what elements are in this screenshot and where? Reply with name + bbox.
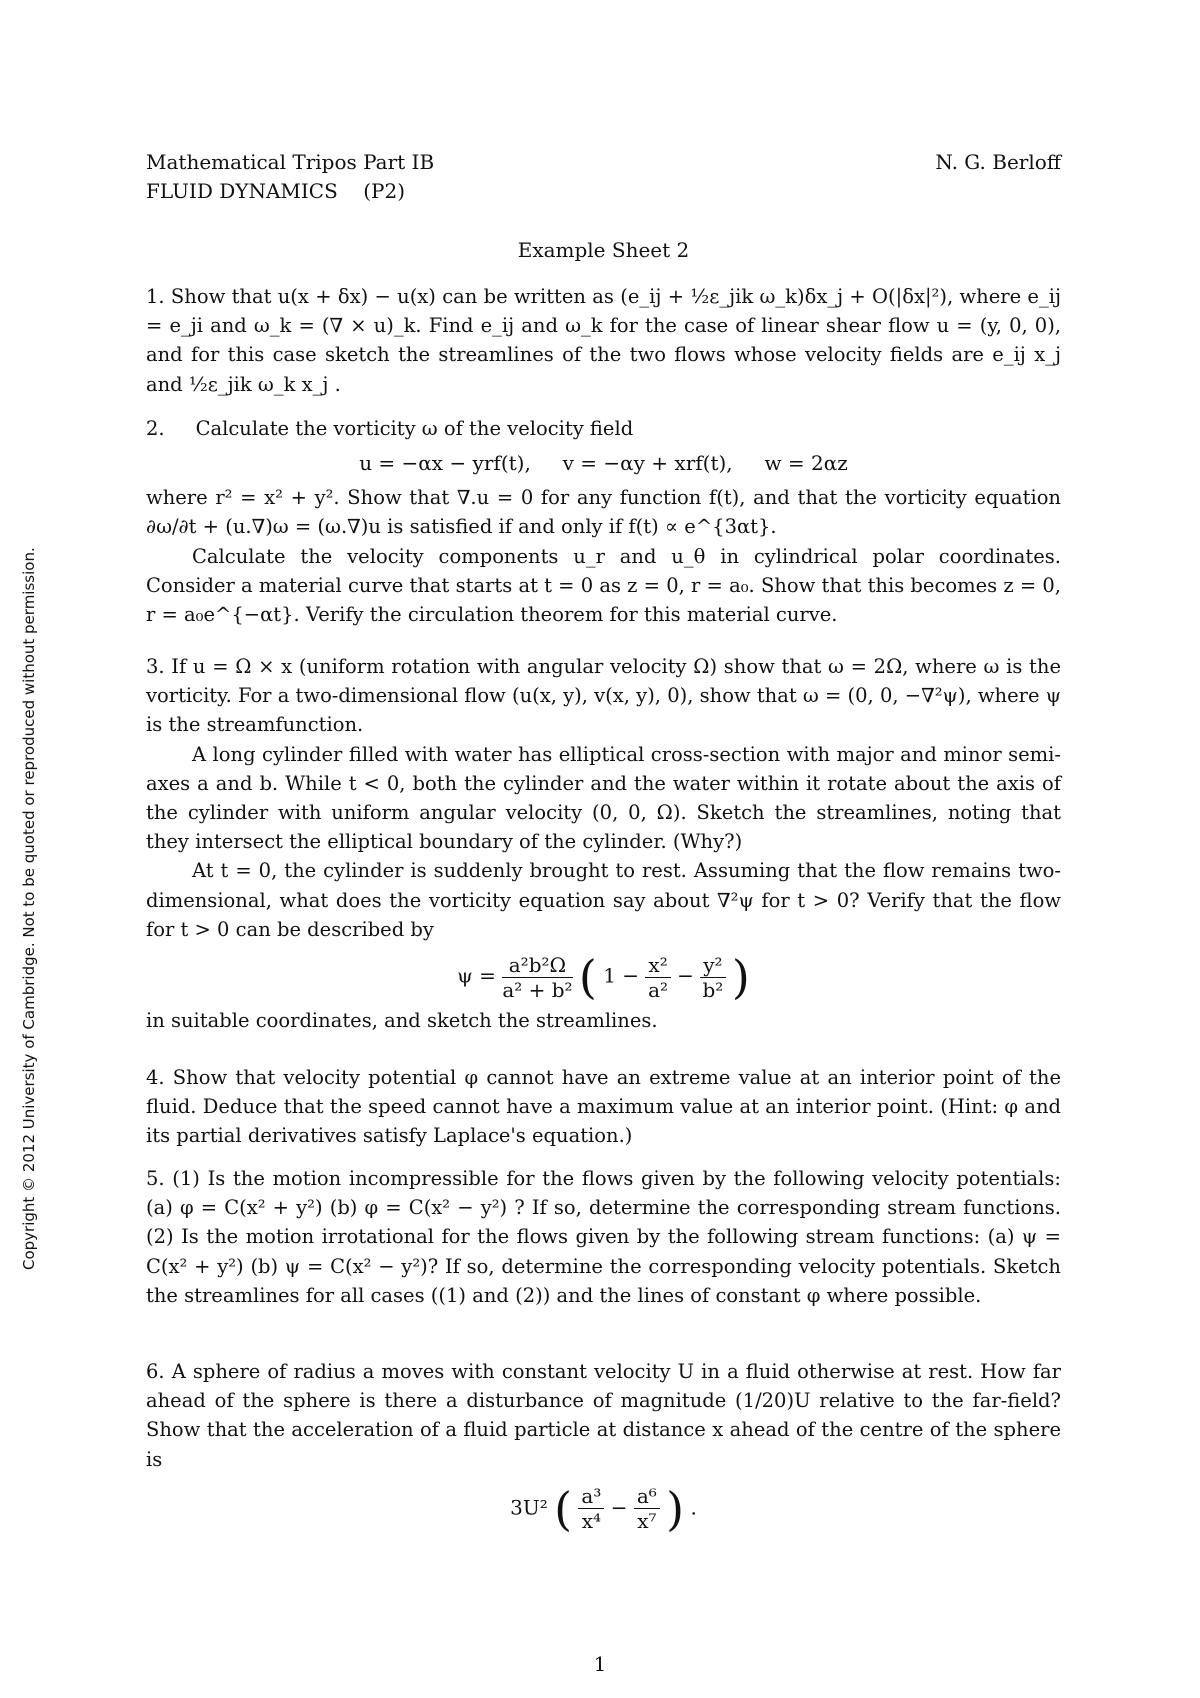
question-2-body: where r² = x² + y². Show that ∇.u = 0 for any function f(t), and that the vorticity equation ∂ω/∂t + (u.∇)ω = (ω.∇)u is satisfied if and only if f(t) ∝ e^{3αt}. [146, 486, 1061, 539]
question-4 [146, 1063, 1061, 1151]
question-3-end: in suitable coordinates, and sketch the streamlines. [146, 1009, 658, 1033]
eq6-frac-1-num: a³ [578, 1484, 604, 1509]
eq-one-minus: 1 − [603, 963, 640, 988]
eq-frac-y-num: y² [700, 953, 725, 978]
acceleration-equation: 3U² ( $\frac{\text{a³}}{\text{x⁴}}$ − $\frac{\text{a⁶}}{\text{x⁷}}$ ) . [510, 1481, 697, 1536]
question-3-rest: At t = 0, the cylinder is suddenly brought to rest. Assuming that the flow remains two-dimensional, what does the vorticity equation say about ∇²ψ for t > 0? Verify that the flow for t > 0 can be described by [146, 859, 1061, 941]
eq-frac-y-den: b² [702, 977, 724, 1002]
velocity-field-equation: u = −αx − yrf(t), v = −αy + xrf(t), w = 2αz [359, 451, 848, 476]
sheet-title: Example Sheet 2 [517, 238, 690, 262]
question-6 [146, 1357, 1061, 1544]
eq-minus: − [677, 963, 694, 988]
question-3-intro: 3. If u = Ω × x (uniform rotation with angular velocity Ω) show that ω = 2Ω, where ω is the vorticity. For a two-dimensional flow (u(x, y), v(x, y), 0), show that ω = (0, 0, −∇²ψ), where ψ is the streamfunction. [146, 655, 1061, 737]
question-5 [146, 1164, 1061, 1310]
question-2-polar: Calculate the velocity components u_r and u_θ in cylindrical polar coordinates. Consider a material curve that starts at t = 0 as z = 0, r = a₀. Show that this becomes z = 0, r = a₀e^{−αt}. Verify the circulation theorem for this material curve. [146, 544, 1061, 627]
copyright-notice: Copyright © 2012 University of Cambridge. Not to be quoted or reproduced without permission. [20, 547, 38, 1270]
question-3 [146, 652, 1061, 1035]
eq-lhs: ψ = [457, 963, 496, 988]
eq6-frac-1-den: x⁴ [581, 1509, 602, 1534]
eq6-frac-2-num: a⁶ [634, 1484, 660, 1509]
eq-coefficient [502, 953, 572, 1002]
course-subtitle: FLUID DYNAMICS (P2) [146, 179, 405, 203]
eq-coefficient-num: a²b²Ω [502, 953, 572, 978]
question-5-text: 5. (1) Is the motion incompressible for the flows given by the following velocity potentials: (a) φ = C(x² + y²) (b) φ = C(x² − y²) ? If so, determine the corresponding stream functions. (2) Is the motion irrotational for the flows given by the following stream functions: (a) ψ = C(x² + y²) (b) ψ = C(x² − y²)? If so, determine the corresponding velocity potentials. Sketch the streamlines for all cases ((1) and (2)) and the lines of constant φ where possible. [146, 1167, 1061, 1307]
question-1 [146, 282, 1061, 399]
eq6-frac-1 [578, 1484, 604, 1533]
eq6-period: . [690, 1495, 697, 1520]
question-4-text: 4. Show that velocity potential φ cannot have an extreme value at an interior point of the fluid. Deduce that the speed cannot have a maximum value at an interior point. (Hint: φ and its partial derivatives satisfy Laplace's equation.) [146, 1066, 1061, 1148]
eq-frac-x [645, 953, 670, 1002]
question-2-intro: 2. Calculate the vorticity ω of the velocity field [146, 417, 634, 440]
eq6-lhs: 3U² [510, 1495, 548, 1520]
eq6-frac-2 [634, 1484, 660, 1533]
streamfunction-equation: ψ = $\frac{\text{a²b²Ω}}{\text{a² + b²}}$ ( 1 − $\frac{\text{x²}}{\text{a²}}$ − $\frac{\text{y²}}{\text{b²}}$ ) [457, 950, 750, 1005]
question-1-text: 1. Show that u(x + δx) − u(x) can be written as (e_ij + ½ε_jik ω_k)δx_j + O(|δx|²), where e_ij = e_ji and ω_k = (∇ × u)_k. Find e_ij and ω_k for the case of linear shear flow u = (y, 0, 0), and for this case sketch the streamlines of the two flows whose velocity fields are e_ij x_j and ½ε_jik ω_k x_j . [146, 285, 1061, 396]
question-3-cylinder: A long cylinder filled with water has elliptical cross-section with major and minor semi-axes a and b. While t < 0, both the cylinder and the water within it rotate about the axis of the cylinder with uniform angular velocity (0, 0, Ω). Sketch the streamlines, noting that they intersect the elliptical boundary of the cylinder. (Why?) [146, 742, 1061, 854]
eq-coefficient-den: a² + b² [502, 977, 573, 1002]
question-2 [146, 414, 1061, 629]
eq-frac-x-num: x² [645, 953, 670, 978]
course-title: Mathematical Tripos Part IB [146, 150, 435, 174]
author-name: N. G. Berloff [935, 150, 1061, 174]
eq6-frac-2-den: x⁷ [637, 1509, 657, 1534]
eq-frac-y [700, 953, 725, 1002]
page-number: 1 [593, 1652, 607, 1676]
eq6-minus: − [610, 1495, 628, 1520]
eq-frac-x-den: a² [648, 977, 669, 1002]
question-6-text: 6. A sphere of radius a moves with constant velocity U in a fluid otherwise at rest. How far ahead of the sphere is there a disturbance of magnitude (1/20)U relative to the far-field? Show that the acceleration of a fluid particle at distance x ahead of the centre of the sphere is [146, 1360, 1061, 1471]
